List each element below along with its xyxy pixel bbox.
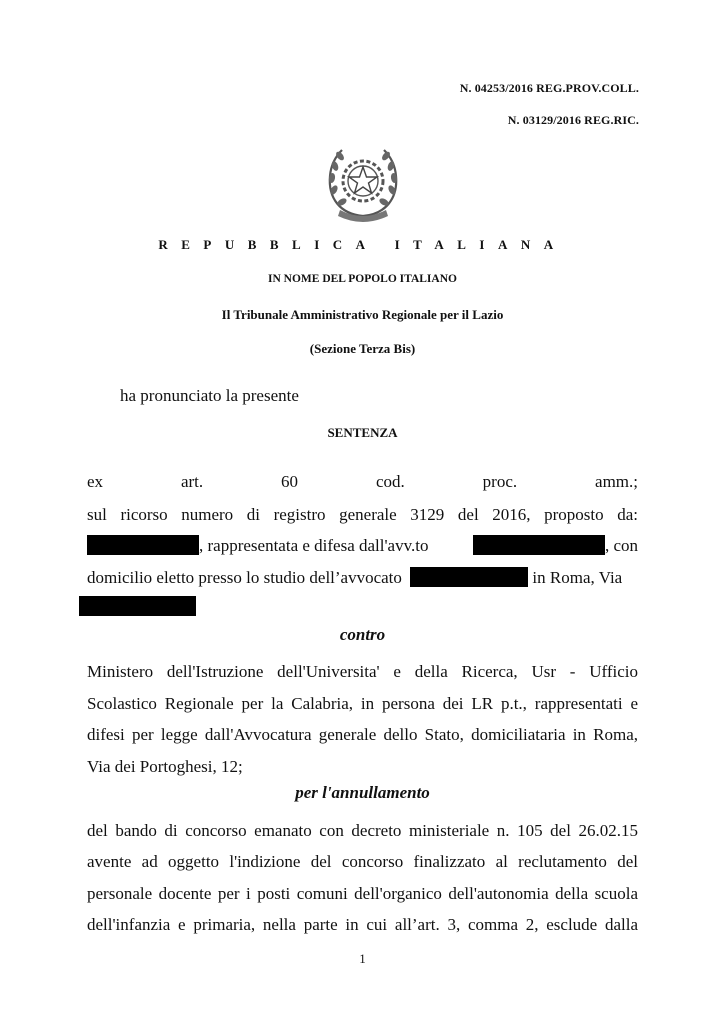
reg-prov-number: N. 04253/2016 REG.PROV.COLL.	[459, 81, 639, 95]
annullamento-line: del bando di concorso emanato con decreto ministeriale n. 105 del 26.02.15	[87, 821, 638, 840]
ex-word: art.	[180, 472, 204, 491]
section-title: (Sezione Terza Bis)	[309, 341, 416, 356]
tribunal-title: Il Tribunale Amministrativo Regionale per il Lazio	[221, 307, 504, 322]
sentenza-heading: SENTENZA	[327, 425, 398, 440]
annullamento-line: personale docente per i posti comuni dell'organico dell'autonomia della scuola	[87, 884, 638, 903]
ex-word: proc.	[482, 472, 518, 491]
ricorso-line-2-text: , rappresentata e difesa dall'avv.to	[199, 536, 429, 555]
page-number: 1	[359, 951, 366, 966]
ricorso-line-3	[87, 562, 638, 594]
emblem-icon	[322, 140, 404, 224]
contro-heading: contro	[339, 625, 386, 644]
ex-word: ex	[87, 472, 104, 491]
intro-text: ha pronunciato la presente	[120, 386, 299, 405]
republic-title: REPUBBLICA ITALIANA	[158, 237, 567, 252]
ex-word: cod.	[375, 472, 405, 491]
redaction-block	[87, 535, 199, 555]
contro-line: difesi per legge dall'Avvocatura generale dello Stato, domiciliataria in Roma,	[87, 725, 638, 744]
ricorso-line-2-left	[87, 530, 428, 562]
redaction-block	[410, 567, 528, 587]
redaction-block	[79, 596, 196, 616]
ricorso-line-2-right	[473, 530, 638, 562]
contro-line: Scolastico Regionale per la Calabria, in persona dei LR p.t., rappresentati e	[87, 694, 638, 713]
ricorso-line-2	[87, 530, 638, 562]
annullamento-line: avente ad oggetto l'indizione del concorso finalizzato al reclutamento del	[87, 852, 638, 871]
annullamento-line: dell'infanzia e primaria, nella parte in cui all’art. 3, comma 2, esclude dalla	[87, 915, 638, 934]
ex-art-line	[87, 466, 638, 498]
annullamento-heading: per l'annullamento	[295, 783, 430, 802]
ricorso-line-2-end: , con	[604, 536, 638, 555]
contro-line: Ministero dell'Istruzione dell'Universita' e della Ricerca, Usr - Ufficio	[87, 662, 638, 681]
ricorso-line-3-text: domicilio eletto presso lo studio dell’avvocato	[87, 568, 402, 587]
reg-ric-number: N. 03129/2016 REG.RIC.	[507, 113, 639, 127]
contro-line: Via dei Portoghesi, 12;	[87, 757, 243, 776]
ex-word: 60	[281, 472, 299, 491]
ricorso-line-1: sul ricorso numero di registro generale 3129 del 2016, proposto da:	[87, 505, 638, 524]
redaction-block	[473, 535, 605, 555]
ex-word: amm.;	[595, 472, 638, 491]
ricorso-line-3-end: in Roma, Via	[532, 568, 623, 587]
in-name-title: IN NOME DEL POPOLO ITALIANO	[268, 273, 457, 285]
